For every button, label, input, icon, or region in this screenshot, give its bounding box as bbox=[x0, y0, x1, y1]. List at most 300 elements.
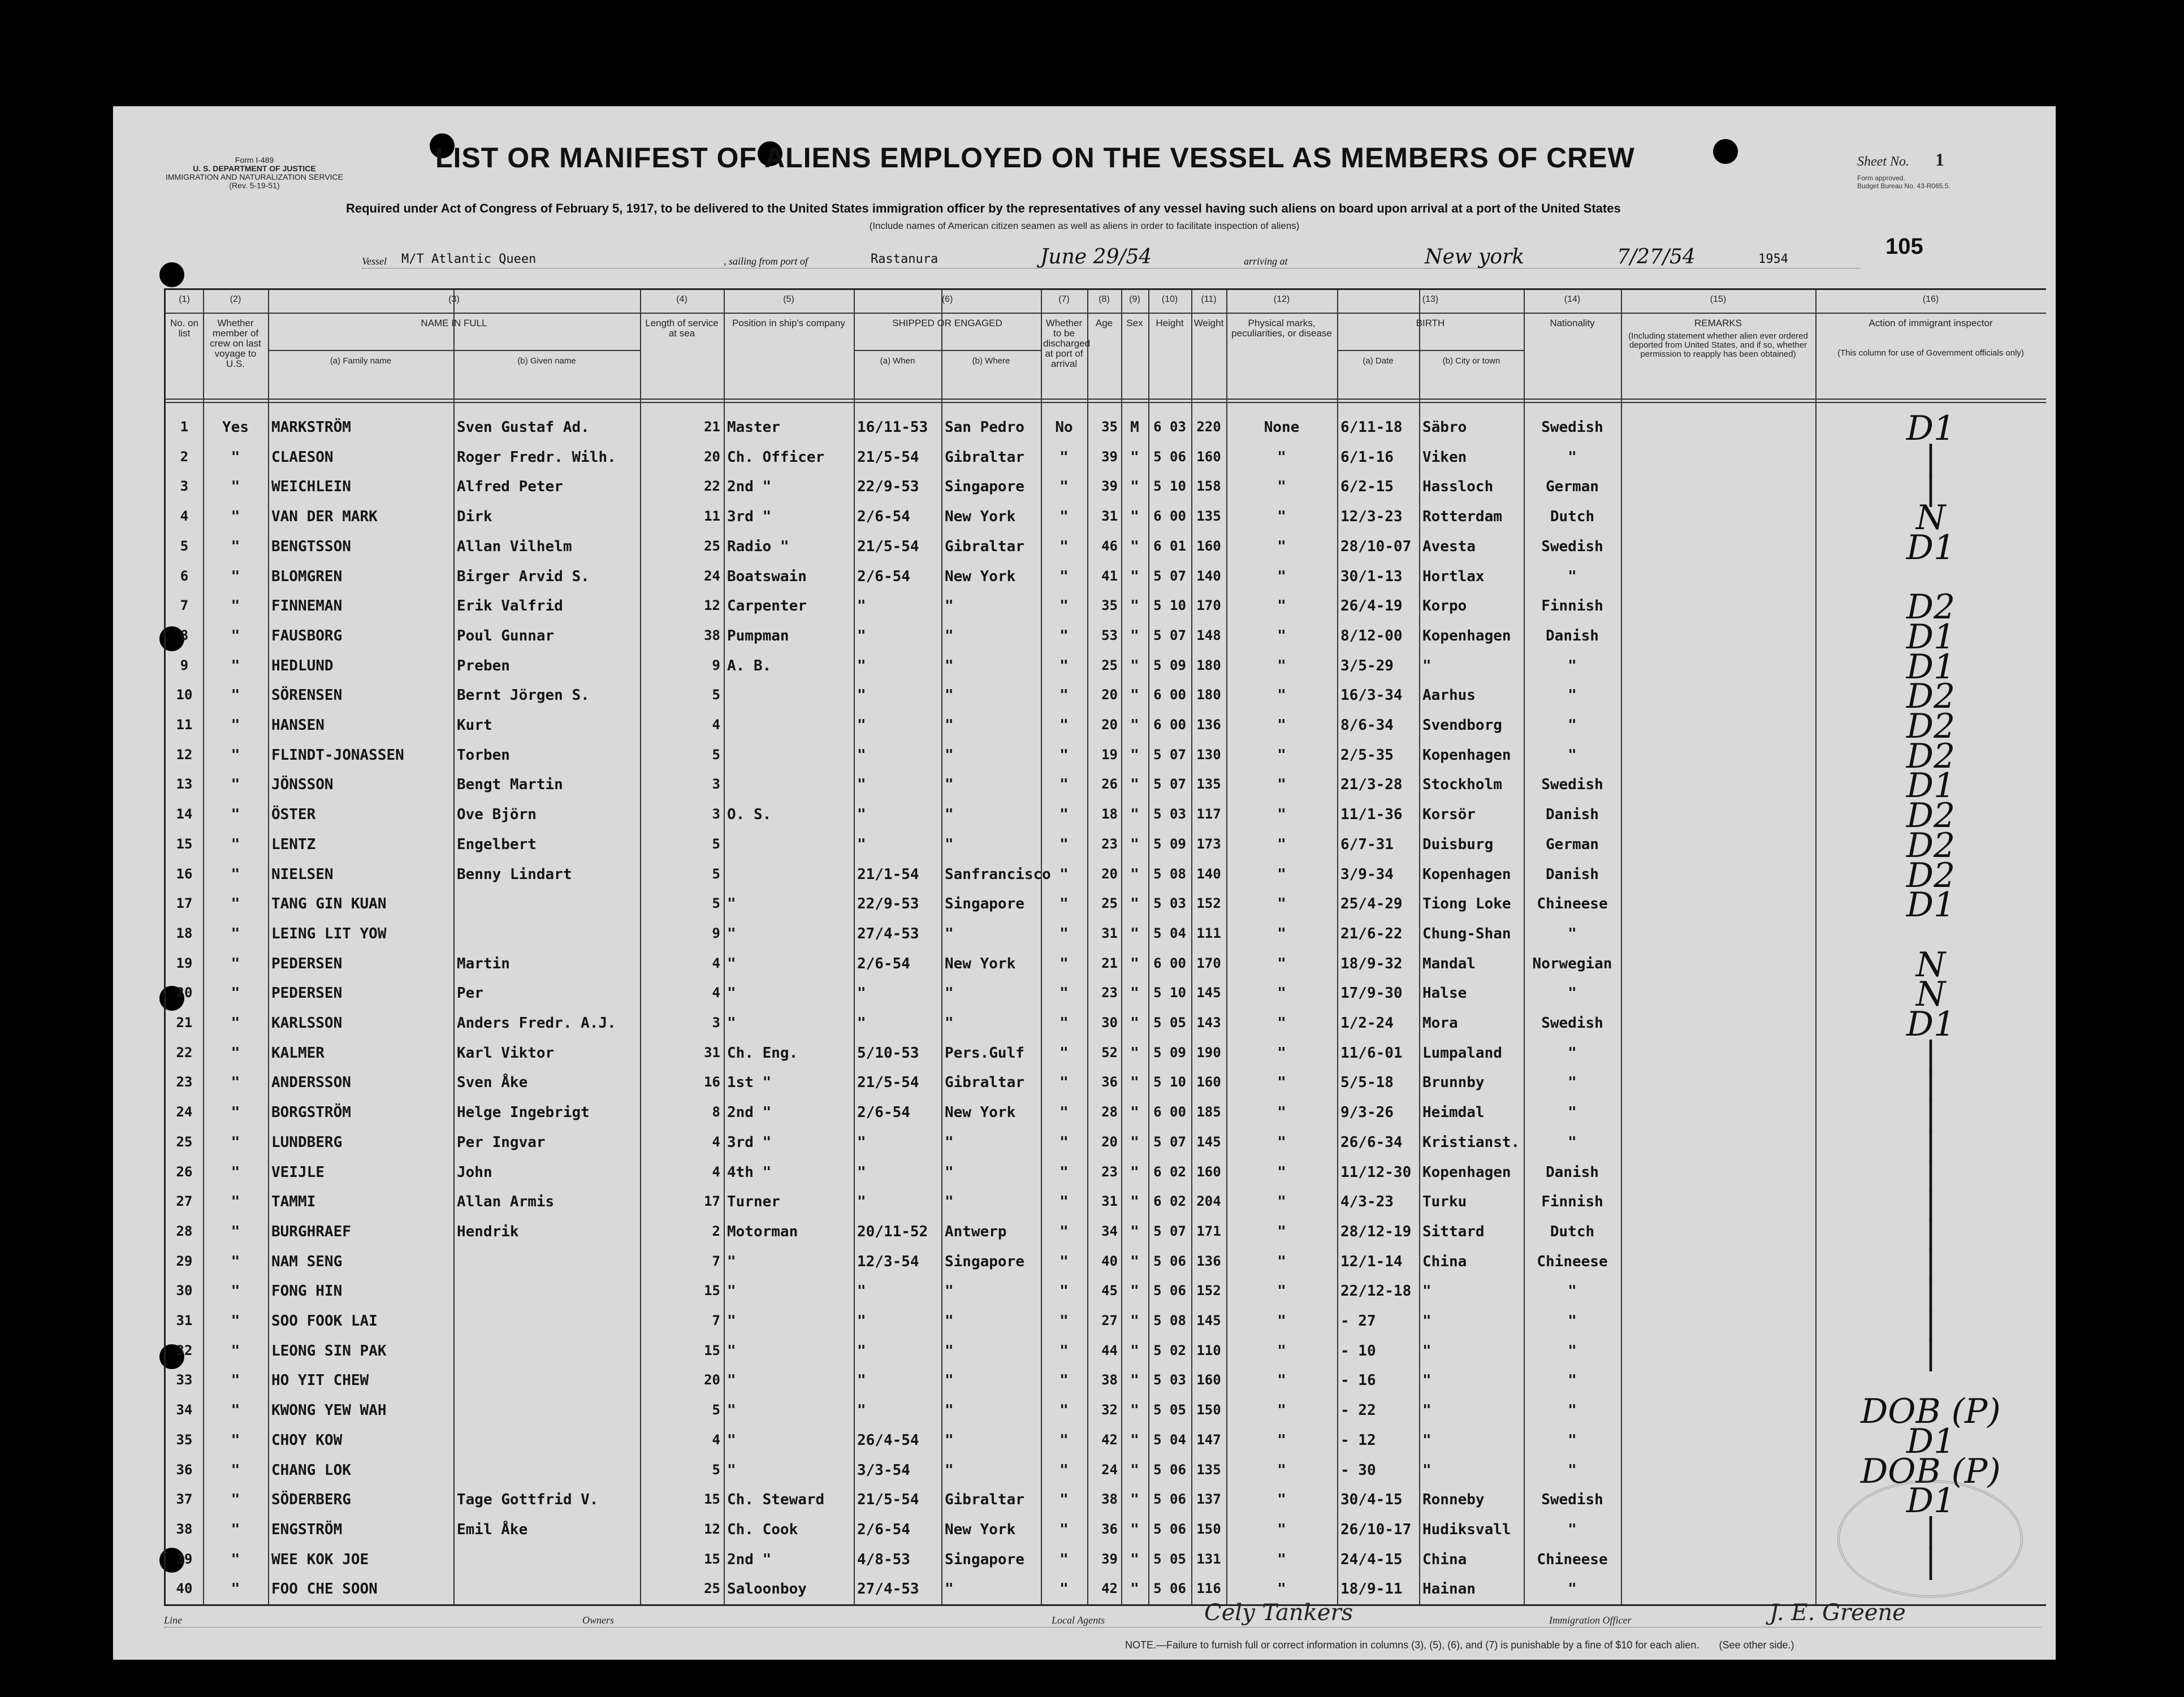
cell-action: D1 bbox=[1906, 617, 1956, 657]
cell-nat: " bbox=[1568, 657, 1577, 674]
remarks-subtitle: (Including statement whether alien ever ordered deported from United States, and if so, whether permission to reapply has been obtained) bbox=[1628, 331, 1808, 359]
cell-service: 15 bbox=[704, 1283, 720, 1299]
cell-height: 5 09 bbox=[1153, 1044, 1186, 1060]
cell-nat: Norwegian bbox=[1532, 955, 1612, 972]
column-subtitle: (a) Family name bbox=[330, 356, 392, 366]
cell-age: 34 bbox=[1101, 1223, 1118, 1239]
cell-family: HEDLUND bbox=[271, 657, 334, 674]
cell-where: " bbox=[945, 806, 954, 824]
cell-service: 5 bbox=[712, 1402, 720, 1418]
cell-position: 3rd " bbox=[727, 508, 772, 526]
cell-sex: " bbox=[1130, 895, 1139, 913]
cell-position: 3rd " bbox=[727, 1133, 772, 1151]
cell-nat: " bbox=[1568, 568, 1577, 585]
cell-bdate: 26/10-17 bbox=[1340, 1521, 1412, 1538]
cell-marks: " bbox=[1277, 955, 1286, 972]
cell-nat: Finnish bbox=[1541, 1193, 1603, 1211]
cell-disch: " bbox=[1059, 657, 1069, 674]
cell-prev: " bbox=[231, 1581, 240, 1598]
cell-when: " bbox=[857, 835, 866, 853]
cell-height: 5 10 bbox=[1153, 598, 1186, 614]
cell-height: 6 00 bbox=[1153, 687, 1186, 703]
cell-no: 23 bbox=[176, 1074, 193, 1090]
column-subtitle: (b) Given name bbox=[517, 356, 576, 366]
cell-disch: " bbox=[1059, 1253, 1069, 1270]
cell-age: 35 bbox=[1101, 419, 1118, 435]
arrival-date: 7/27/54 bbox=[1617, 245, 1696, 269]
cell-nat: Danish bbox=[1546, 1163, 1599, 1181]
cell-bplace: Kopenhagen bbox=[1422, 865, 1511, 883]
cell-where: " bbox=[945, 1283, 954, 1300]
cell-when: 4/8-53 bbox=[857, 1551, 910, 1568]
cell-action: D2 bbox=[1906, 736, 1956, 776]
cell-service: 21 bbox=[704, 419, 720, 435]
cell-action: | bbox=[1924, 1272, 1937, 1313]
table-row bbox=[166, 736, 2046, 776]
cell-weight: 150 bbox=[1196, 1521, 1221, 1537]
cell-prev: " bbox=[231, 1223, 240, 1240]
cell-no: 35 bbox=[176, 1431, 193, 1448]
revision: (Rev. 5-19-51) bbox=[229, 181, 280, 190]
header-rule bbox=[166, 313, 2046, 314]
cell-given: Poul Gunnar bbox=[457, 627, 555, 644]
cell-bdate: - 30 bbox=[1340, 1461, 1376, 1479]
cell-family: SÖRENSEN bbox=[271, 687, 343, 704]
cell-when: " bbox=[857, 657, 866, 674]
cell-nat: Chineese bbox=[1537, 1551, 1608, 1568]
cell-given: Kurt bbox=[457, 717, 492, 734]
cell-weight: 171 bbox=[1196, 1223, 1221, 1239]
cell-prev: " bbox=[231, 1074, 240, 1092]
cell-disch: " bbox=[1059, 1581, 1069, 1598]
cell-service: 20 bbox=[704, 448, 720, 465]
cell-given: Emil Åke bbox=[457, 1521, 528, 1538]
cell-where: " bbox=[945, 925, 954, 942]
cell-no: 21 bbox=[176, 1015, 193, 1031]
cell-bplace: Korsör bbox=[1422, 806, 1476, 824]
cell-bplace: " bbox=[1422, 1461, 1432, 1479]
cell-sex: " bbox=[1130, 478, 1139, 496]
cell-weight: 204 bbox=[1196, 1193, 1221, 1210]
cell-when: " bbox=[857, 687, 866, 704]
cell-when: " bbox=[857, 985, 866, 1002]
cell-when: 27/4-53 bbox=[857, 925, 919, 942]
cell-action: | bbox=[1924, 468, 1937, 508]
cell-sex: " bbox=[1130, 985, 1139, 1002]
cell-bdate: 26/4-19 bbox=[1340, 598, 1403, 615]
cell-when: 26/4-54 bbox=[857, 1431, 919, 1449]
cell-height: 5 06 bbox=[1153, 1461, 1186, 1478]
cell-prev: " bbox=[231, 1461, 240, 1479]
cell-nat: " bbox=[1568, 448, 1577, 466]
cell-where: " bbox=[945, 687, 954, 704]
column-number: (6) bbox=[941, 295, 953, 304]
cell-where: Antwerp bbox=[945, 1223, 1007, 1240]
vessel-line bbox=[362, 245, 1860, 269]
cell-family: BLOMGREN bbox=[271, 568, 343, 585]
cell-age: 36 bbox=[1101, 1521, 1118, 1537]
cell-weight: 135 bbox=[1196, 1461, 1221, 1478]
cell-age: 18 bbox=[1101, 806, 1118, 822]
cell-disch: " bbox=[1059, 687, 1069, 704]
cell-sex: " bbox=[1130, 1163, 1139, 1181]
cell-height: 5 05 bbox=[1153, 1551, 1186, 1567]
table-row bbox=[166, 1510, 2046, 1551]
cell-bplace: " bbox=[1422, 657, 1432, 674]
cell-where: " bbox=[945, 1015, 954, 1032]
cell-when: 2/6-54 bbox=[857, 568, 910, 585]
cell-position: " bbox=[727, 1461, 736, 1479]
column-subtitle: (b) Where bbox=[972, 356, 1010, 366]
cell-bdate: 16/3-34 bbox=[1340, 687, 1403, 704]
cell-service: 7 bbox=[712, 1313, 720, 1328]
year: 1954 bbox=[1758, 252, 1788, 266]
cell-when: 21/5-54 bbox=[857, 538, 919, 555]
cell-weight: 170 bbox=[1196, 598, 1221, 614]
cell-given: Erik Valfrid bbox=[457, 598, 563, 615]
cell-when: " bbox=[857, 1313, 866, 1330]
cell-weight: 170 bbox=[1196, 955, 1221, 971]
table-row bbox=[166, 677, 2046, 717]
cell-weight: 158 bbox=[1196, 478, 1221, 495]
cell-family: FLINDT-JONASSEN bbox=[271, 746, 404, 764]
cell-prev: " bbox=[231, 1402, 240, 1419]
cell-nat: Swedish bbox=[1541, 1491, 1603, 1509]
cell-family: LEING LIT YOW bbox=[271, 925, 387, 942]
cell-where: Gibraltar bbox=[945, 1074, 1024, 1092]
cell-sex: " bbox=[1130, 835, 1139, 853]
cell-age: 25 bbox=[1101, 895, 1118, 912]
column-subtitle: (a) Date bbox=[1363, 356, 1394, 366]
cell-action: | bbox=[1924, 1332, 1937, 1372]
cell-when: 21/1-54 bbox=[857, 865, 919, 883]
cell-where: " bbox=[945, 657, 954, 674]
cell-nat: German bbox=[1546, 478, 1599, 496]
cell-when: " bbox=[857, 1402, 866, 1419]
cell-marks: " bbox=[1277, 1491, 1286, 1509]
cell-disch: " bbox=[1059, 1163, 1069, 1181]
cell-when: " bbox=[857, 806, 866, 824]
cell-weight: 143 bbox=[1196, 1015, 1221, 1031]
cell-marks: " bbox=[1277, 1253, 1286, 1270]
cell-bdate: 6/2-15 bbox=[1340, 478, 1394, 496]
cell-disch: " bbox=[1059, 1104, 1069, 1122]
cell-nat: " bbox=[1568, 985, 1577, 1002]
cell-nat: " bbox=[1568, 1074, 1577, 1092]
table-row bbox=[166, 1392, 2046, 1432]
cell-bplace: Sittard bbox=[1422, 1223, 1485, 1240]
cell-given: Martin bbox=[457, 955, 510, 972]
cell-bdate: - 12 bbox=[1340, 1431, 1376, 1449]
cell-when: " bbox=[857, 776, 866, 794]
cell-age: 41 bbox=[1101, 568, 1118, 584]
cell-prev: " bbox=[231, 1015, 240, 1032]
cell-age: 39 bbox=[1101, 478, 1118, 495]
cell-when: " bbox=[857, 1193, 866, 1211]
cell-when: 2/6-54 bbox=[857, 508, 910, 526]
cell-bdate: 18/9-32 bbox=[1340, 955, 1403, 972]
column-title: No. on list bbox=[170, 318, 199, 339]
table-row bbox=[166, 1123, 2046, 1163]
cell-when: " bbox=[857, 627, 866, 644]
cell-marks: " bbox=[1277, 657, 1286, 674]
cell-marks: " bbox=[1277, 717, 1286, 734]
cell-height: 5 03 bbox=[1153, 895, 1186, 912]
cell-bdate: 9/3-26 bbox=[1340, 1104, 1394, 1122]
cell-sex: " bbox=[1130, 806, 1139, 824]
cell-position: 4th " bbox=[727, 1163, 772, 1181]
table-row bbox=[166, 587, 2046, 627]
cell-weight: 173 bbox=[1196, 835, 1221, 852]
cell-disch: " bbox=[1059, 865, 1069, 883]
cell-bdate: 11/12-30 bbox=[1340, 1163, 1412, 1181]
cell-disch: " bbox=[1059, 1283, 1069, 1300]
cell-disch: " bbox=[1059, 1133, 1069, 1151]
cell-marks: " bbox=[1277, 568, 1286, 585]
cell-given: Sven Gustaf Ad. bbox=[457, 419, 590, 436]
cell-weight: 145 bbox=[1196, 1133, 1221, 1150]
cell-family: KARLSSON bbox=[271, 1015, 343, 1032]
cell-height: 5 10 bbox=[1153, 1074, 1186, 1090]
cell-prev: " bbox=[231, 865, 240, 883]
cell-prev: " bbox=[231, 717, 240, 734]
cell-where: " bbox=[945, 1133, 954, 1151]
cell-service: 20 bbox=[704, 1372, 720, 1388]
cell-height: 5 02 bbox=[1153, 1342, 1186, 1358]
cell-disch: " bbox=[1059, 895, 1069, 913]
cell-nat: " bbox=[1568, 925, 1577, 942]
cell-marks: " bbox=[1277, 1431, 1286, 1449]
cell-height: 5 10 bbox=[1153, 985, 1186, 1001]
table-row bbox=[166, 1183, 2046, 1223]
cell-weight: 220 bbox=[1196, 419, 1221, 435]
cell-action: D1 bbox=[1906, 527, 1956, 568]
cell-service: 2 bbox=[712, 1223, 720, 1239]
cell-height: 5 08 bbox=[1153, 865, 1186, 882]
table-row bbox=[166, 945, 2046, 985]
table-row bbox=[166, 617, 2046, 657]
cell-prev: " bbox=[231, 1044, 240, 1062]
cell-disch: " bbox=[1059, 1193, 1069, 1211]
cell-service: 8 bbox=[712, 1104, 720, 1120]
cell-nat: German bbox=[1546, 835, 1599, 853]
cell-position: Master bbox=[727, 419, 780, 436]
cell-bdate: 21/6-22 bbox=[1340, 925, 1403, 942]
cell-age: 46 bbox=[1101, 538, 1118, 554]
cell-sex: " bbox=[1130, 687, 1139, 704]
officer-signature: J. E. Greene bbox=[1770, 1600, 1906, 1626]
cell-prev: " bbox=[231, 568, 240, 585]
cell-no: 29 bbox=[176, 1253, 193, 1269]
cell-action: D1 bbox=[1906, 1421, 1956, 1461]
cell-no: 15 bbox=[176, 835, 193, 852]
table-row bbox=[166, 1153, 2046, 1193]
cell-family: ANDERSSON bbox=[271, 1074, 351, 1092]
cell-disch: " bbox=[1059, 985, 1069, 1002]
cell-action: D1 bbox=[1906, 1005, 1956, 1044]
cell-marks: " bbox=[1277, 925, 1286, 942]
cell-bplace: Svendborg bbox=[1422, 717, 1502, 734]
header-rule bbox=[854, 350, 1041, 351]
cell-age: 38 bbox=[1101, 1372, 1118, 1388]
cell-given: Hendrik bbox=[457, 1223, 519, 1240]
cell-family: NIELSEN bbox=[271, 865, 334, 883]
cell-marks: " bbox=[1277, 1074, 1286, 1092]
vessel-name: M/T Atlantic Queen bbox=[401, 252, 537, 266]
cell-disch: " bbox=[1059, 1223, 1069, 1240]
cell-prev: " bbox=[231, 448, 240, 466]
cell-no: 22 bbox=[176, 1044, 193, 1060]
cell-bdate: 11/6-01 bbox=[1340, 1044, 1403, 1062]
cell-given: Roger Fredr. Wilh. bbox=[457, 448, 616, 466]
cell-when: " bbox=[857, 1163, 866, 1181]
cell-disch: " bbox=[1059, 1342, 1069, 1360]
cell-sex: " bbox=[1130, 1491, 1139, 1509]
form-approved-text: Form approved. bbox=[1857, 174, 1905, 182]
cell-action: D1 bbox=[1906, 1481, 1956, 1521]
cell-no: 18 bbox=[176, 925, 193, 941]
table-row bbox=[166, 707, 2046, 746]
cell-given: Torben bbox=[457, 746, 510, 764]
header-rule bbox=[1337, 350, 1524, 351]
cell-where: " bbox=[945, 985, 954, 1002]
cell-bdate: 12/3-23 bbox=[1340, 508, 1403, 526]
cell-bplace: Kristianst. bbox=[1422, 1133, 1520, 1151]
cell-action: | bbox=[1924, 1243, 1937, 1283]
cell-marks: " bbox=[1277, 1372, 1286, 1389]
cell-bdate: 6/1-16 bbox=[1340, 448, 1394, 466]
cell-no: 20 bbox=[176, 985, 193, 1001]
cell-given: Bengt Martin bbox=[457, 776, 563, 794]
cell-bplace: Säbro bbox=[1422, 419, 1467, 436]
cell-no: 27 bbox=[176, 1193, 193, 1210]
cell-age: 40 bbox=[1101, 1253, 1118, 1269]
cell-bplace: " bbox=[1422, 1402, 1432, 1419]
cell-where: " bbox=[945, 1163, 954, 1181]
cell-bdate: 3/9-34 bbox=[1340, 865, 1394, 883]
cell-height: 6 01 bbox=[1153, 538, 1186, 554]
cell-height: 5 06 bbox=[1153, 1253, 1186, 1269]
inspection-stamp bbox=[1837, 1480, 2023, 1598]
cell-weight: 110 bbox=[1196, 1342, 1221, 1358]
cell-where: Pers.Gulf bbox=[945, 1044, 1024, 1062]
cell-prev: " bbox=[231, 895, 240, 913]
department: U. S. DEPARTMENT OF JUSTICE bbox=[193, 164, 316, 173]
cell-family: BURGHRAEF bbox=[271, 1223, 351, 1240]
cell-bplace: Kopenhagen bbox=[1422, 1163, 1511, 1181]
cell-family: PEDERSEN bbox=[271, 985, 343, 1002]
cell-no: 6 bbox=[180, 568, 189, 584]
vessel-label: Vessel bbox=[362, 256, 387, 267]
cell-prev: " bbox=[231, 598, 240, 615]
cell-sex: " bbox=[1130, 1431, 1139, 1449]
cell-family: CLAESON bbox=[271, 448, 334, 466]
cell-action: | bbox=[1924, 1183, 1937, 1223]
cell-family: BORGSTRÖM bbox=[271, 1104, 351, 1122]
cell-where: Singapore bbox=[945, 478, 1024, 496]
cell-height: 5 07 bbox=[1153, 1223, 1186, 1239]
cell-given: Birger Arvid S. bbox=[457, 568, 590, 585]
cell-sex: " bbox=[1130, 508, 1139, 526]
column-title: Length of service at sea bbox=[645, 318, 719, 339]
cell-no: 16 bbox=[176, 865, 193, 882]
cell-where: " bbox=[945, 1313, 954, 1330]
cell-family: KWONG YEW WAH bbox=[271, 1402, 387, 1419]
cell-weight: 160 bbox=[1196, 1074, 1221, 1090]
cell-bplace: Hassloch bbox=[1422, 478, 1494, 496]
cell-nat: Swedish bbox=[1541, 538, 1603, 555]
cell-marks: None bbox=[1264, 419, 1300, 436]
cell-service: 3 bbox=[712, 806, 720, 822]
cell-bdate: 1/2-24 bbox=[1340, 1015, 1394, 1032]
cell-service: 5 bbox=[712, 746, 720, 763]
cell-action: D2 bbox=[1906, 587, 1956, 627]
cell-when: 5/10-53 bbox=[857, 1044, 919, 1062]
sailing-port: Rastanura bbox=[871, 252, 939, 266]
cell-disch: " bbox=[1059, 568, 1069, 585]
cell-sex: " bbox=[1130, 1461, 1139, 1479]
cell-service: 4 bbox=[712, 1431, 720, 1448]
column-number: (2) bbox=[230, 295, 241, 304]
cell-bplace: Brunnby bbox=[1422, 1074, 1485, 1092]
cell-no: 28 bbox=[176, 1223, 193, 1239]
cell-sex: " bbox=[1130, 1044, 1139, 1062]
table-row bbox=[166, 1034, 2046, 1074]
cell-service: 4 bbox=[712, 1163, 720, 1180]
cell-sex: " bbox=[1130, 1342, 1139, 1360]
cell-height: 6 02 bbox=[1153, 1163, 1186, 1180]
cell-no: 17 bbox=[176, 895, 193, 912]
cell-action: | bbox=[1924, 1153, 1937, 1193]
column-title: REMARKS bbox=[1694, 318, 1742, 328]
cell-bdate: - 16 bbox=[1340, 1372, 1376, 1389]
cell-bdate: - 10 bbox=[1340, 1342, 1376, 1360]
cell-age: 21 bbox=[1101, 955, 1118, 971]
cell-family: ENGSTRÖM bbox=[271, 1521, 343, 1538]
cell-weight: 145 bbox=[1196, 985, 1221, 1001]
cell-position: Carpenter bbox=[727, 598, 807, 615]
cell-disch: " bbox=[1059, 806, 1069, 824]
column-number: (10) bbox=[1161, 295, 1178, 304]
cell-age: 32 bbox=[1101, 1402, 1118, 1418]
column-number: (9) bbox=[1129, 295, 1140, 304]
cell-sex: " bbox=[1130, 1015, 1139, 1032]
cell-where: " bbox=[945, 1431, 954, 1449]
cell-sex: " bbox=[1130, 865, 1139, 883]
cell-no: 8 bbox=[180, 627, 189, 643]
cell-service: 5 bbox=[712, 895, 720, 912]
cell-age: 28 bbox=[1101, 1104, 1118, 1120]
cell-age: 38 bbox=[1101, 1491, 1118, 1508]
cell-disch: " bbox=[1059, 1551, 1069, 1568]
cell-no: 38 bbox=[176, 1521, 193, 1537]
column-title: Nationality bbox=[1550, 318, 1595, 328]
cell-where: San Pedro bbox=[945, 419, 1024, 436]
cell-marks: " bbox=[1277, 865, 1286, 883]
cell-bdate: 11/1-36 bbox=[1340, 806, 1403, 824]
cell-action: D2 bbox=[1906, 855, 1956, 895]
cell-disch: " bbox=[1059, 1313, 1069, 1330]
cell-weight: 148 bbox=[1196, 627, 1221, 643]
cell-when: 3/3-54 bbox=[857, 1461, 910, 1479]
cell-no: 7 bbox=[180, 598, 189, 614]
cell-prev: " bbox=[231, 687, 240, 704]
cell-age: 53 bbox=[1101, 627, 1118, 643]
cell-height: 5 07 bbox=[1153, 627, 1186, 643]
cell-given: Allan Armis bbox=[457, 1193, 555, 1211]
cell-no: 32 bbox=[176, 1342, 193, 1358]
cell-age: 24 bbox=[1101, 1461, 1118, 1478]
